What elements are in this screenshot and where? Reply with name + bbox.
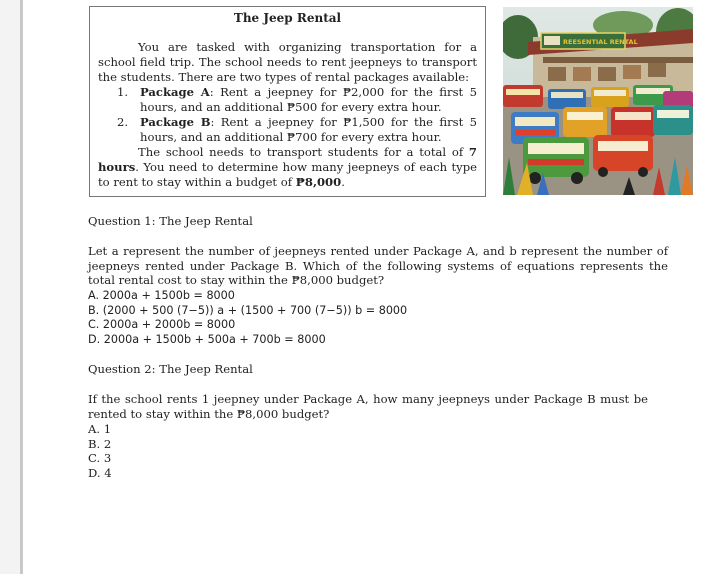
question1-option[interactable]: B. (2000 + 500 (7−5)) a + (1500 + 700 (7−5)) b = 8000 (88, 304, 408, 317)
jeepney-illustration (503, 7, 693, 195)
question2-heading: Question 2: The Jeep Rental (88, 362, 253, 376)
problem-closing: The school needs to transport students for a total of 7 hours. You need to determine how many jeepneys of each type to rent to stay within a budget of ₱8,000. (98, 145, 477, 189)
rental-sign-text: REESENTIAL RENTAL (563, 38, 638, 46)
package-item: 2. Package B: Rent a jeepney for ₱1,500 for the first 5 hours, and an additional ₱700 for every extra hour. (117, 115, 477, 144)
question1-heading: Question 1: The Jeep Rental (88, 214, 253, 228)
question1-prompt: Let a represent the number of jeepneys rented under Package A, and b represent the number of jeepneys rented under Package B. Which of the following systems of equations represents the total rental cost to stay within the ₱8,000 budget? (88, 244, 668, 288)
question2-option[interactable]: A. 1 (88, 422, 112, 436)
page-left-border (0, 0, 23, 574)
package-item: 1. Package A: Rent a jeepney for ₱2,000 for the first 5 hours, and an additional ₱500 for every extra hour. (117, 85, 477, 114)
question1-option[interactable]: C. 2000a + 2000b = 8000 (88, 318, 236, 331)
question2-option[interactable]: C. 3 (88, 451, 112, 465)
problem-title: The Jeep Rental (233, 11, 342, 25)
question2-option[interactable]: B. 2 (88, 437, 112, 451)
question2-prompt: If the school rents 1 jeepney under Package A, how many jeepneys under Package B must be rented to stay within the ₱8,000 budget? (88, 392, 648, 421)
package-list (98, 85, 477, 145)
problem-intro: You are tasked with organizing transportation for a school field trip. The school needs to rent jeepneys to transport the students. There are two types of rental packages available: (98, 40, 477, 84)
question1-option[interactable]: D. 2000a + 1500b + 500a + 700b = 8000 (88, 333, 326, 346)
question2-option[interactable]: D. 4 (88, 466, 112, 480)
problem-box (89, 6, 486, 197)
question1-option[interactable]: A. 2000a + 1500b = 8000 (88, 289, 235, 302)
jeepney-photo (503, 7, 693, 195)
